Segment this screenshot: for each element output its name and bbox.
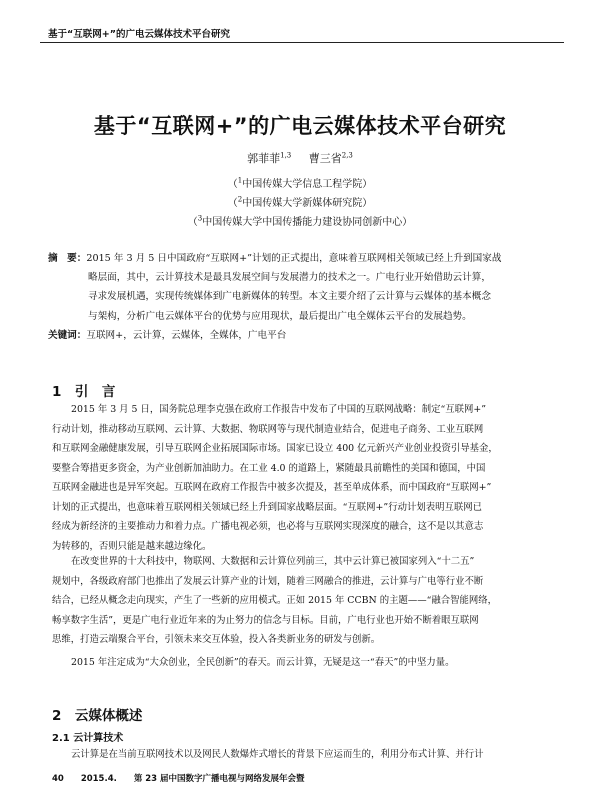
abstract-label: 摘 要： [48,253,87,264]
affiliation-mark: 2 [237,195,243,204]
text-line: 要整合筹措更多资金，为产业创新加油助力。在工业 4.0 的道路上，紧随最具前瞻性的美国和德国，中国 [52,462,486,474]
page-number: 40 [52,774,64,784]
text-line: 思维，打造云端聚合平台，引领未来交互体验，投入各类新业务的研发与创新。 [52,634,381,645]
text-line: 畅享数字生活”，更是广电行业近年来的为止努力的信念与目标。目前，广电行业也开始不断着眼互联网 [52,614,479,626]
conference-name: 第 23 届中国数字广播电视与网络发展年会暨 [133,774,305,784]
author-affiliation-mark: 2,3 [341,151,353,160]
text-line: 和互联网金融健康发展，引导互联网企业拓展国际市场。国家已设立 400 亿元新兴产业创业投资引导基金， [52,443,498,454]
paragraph [52,745,552,765]
affiliation-text: 中国传媒大学中国传播能力建设协同创新中心 [202,217,403,228]
abstract [48,249,552,326]
abstract-line: 与架构，分析广电云媒体平台的优势与应用现状，最后提出广电全媒体云平台的发展趋势。 [88,310,472,322]
keywords-text: 互联网+，云计算，云媒体，全媒体，广电平台 [86,330,287,341]
text-line: 为转移的，否则只能是越来越边缘化。 [52,540,212,552]
paragraph [52,653,552,673]
affiliation-mark: 1 [237,176,243,185]
text-line: 云计算是在当前互联网技术以及网民人数爆炸式增长的背景下应运而生的，利用分布式计算、并行计 [71,749,484,760]
author-name: 曹三省 [308,152,342,165]
text-line: 2015 年注定成为“大众创业，全民创新”的春天。而云计算，无疑是这一“春天”的中坚力量。 [71,657,455,668]
text-line: 规划中，各级政府部门也推出了发展云计算产业的计划，随着三网融合的推进，云计算与广电等行业不断 [52,575,484,587]
keywords-label: 关键词： [48,330,87,341]
abstract-line [48,249,552,268]
section-heading-introduction: 1 引 言 [52,384,116,400]
running-head: 基于“互联网+”的广电云媒体技术平台研究 [48,29,230,40]
text-line: 经成为新经济的主要推动力和着力点。广播电视必须，也必将与互联网实现深度的融合，这不是以其意志 [52,521,484,532]
paragraph [52,400,552,556]
text-line: 计划的正式提出，也意味着互联网相关领域已经上升到国家战略层面。“互联网+”行动计划表明互联网已 [52,501,482,513]
text-line: 2015 年 3 月 5 日，国务院总理李克强在政府工作报告中发布了中国的互联网战略：制定“互联网+” [71,404,487,415]
text-line: 结合，已经从概念走向现实，产生了一些新的应用模式。正如 2015 年 CCBN 的主题——“融合智能网络， [52,595,498,606]
text-line: 互联网金融进也是异军突起。互联网在政府工作报告中被多次提及，甚至单成体系，而中国政府“互联网+” [52,482,492,493]
subsection-heading-cloud-computing: 2.1 云计算技术 [52,733,124,744]
issue-date: 2015.4. [80,774,117,784]
header-rule [40,42,564,43]
authors [0,150,600,166]
text-line: 在改变世界的十大科技中，物联网、大数据和云计算位列前三，其中云计算已被国家列入“十二五” [71,556,475,567]
affiliation-text: 中国传媒大学新媒体研究院 [242,198,363,209]
paragraph [52,552,552,650]
section-heading-cloud-media: 2 云媒体概述 [52,708,143,724]
abstract-line: 略层面，其中，云计算技术是最具发展空间与发展潜力的技术之一。广电行业开始借助云计算， [88,272,491,284]
text-line: 行动计划，推动移动互联网、云计算、大数据、物联网等与现代制造业结合，促进电子商务、工业互联网 [52,423,484,435]
page-footer [52,772,319,784]
abstract-line: 寻求发展机遇，实现传统媒体到广电新媒体的转型。本文主要介绍了云计算与云媒体的基本概念 [88,291,491,303]
author-name: 郭菲菲 [247,152,281,165]
affiliation-mark: 3 [197,214,203,223]
keywords [48,327,286,341]
abstract-text: 2015 年 3 月 5 日中国政府“互联网+”计划的正式提出，意味着互联网相关领域已经上升到国家战 [86,253,502,264]
author-affiliation-mark: 1,3 [280,151,292,160]
paper-title: 基于“互联网+”的广电云媒体技术平台研究 [93,114,507,138]
affiliation: （$^1$中国传媒大学信息工程学院） [227,176,373,190]
affiliation-text: 中国传媒大学信息工程学院 [242,179,363,190]
affiliation: （$^2$中国传媒大学新媒体研究院） [227,195,373,209]
affiliation: （$^3$中国传媒大学中国传播能力建设协同创新中心） [187,214,413,228]
